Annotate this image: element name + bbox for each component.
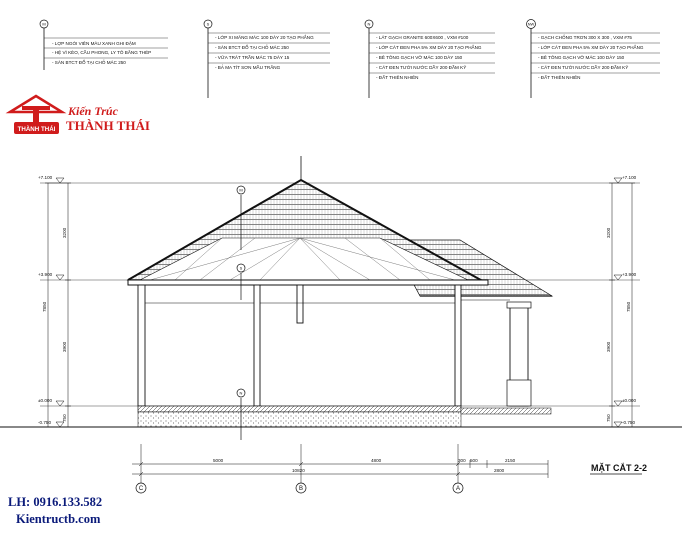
- note-nw-line-3: - BÊ TÔNG GẠCH VỠ MÁC 100 DÀY 150: [538, 55, 625, 60]
- vdim-right-wall: 3900: [606, 341, 611, 352]
- note-m-line-2: - HỆ VÌ KÈO, CẦU PHONG, LY TÔ BẰNG THÉP: [52, 50, 152, 55]
- note-block-roof: [40, 20, 168, 70]
- horizontal-dimensions: [132, 444, 548, 486]
- note-marker-nw: NW: [527, 21, 535, 27]
- vdim-left-wall: 3900: [62, 341, 67, 352]
- note-marker-s: S: [206, 21, 210, 27]
- right-level-markers: [614, 175, 637, 427]
- hdim-d2: 500: [470, 458, 478, 463]
- axis-c: C: [138, 486, 144, 492]
- vdim-right-total: 7850: [626, 301, 631, 312]
- vdim-left-roof: 3200: [62, 227, 67, 238]
- contact-phone: LH: 0916.133.582: [8, 495, 103, 509]
- note-s-line-3: - VỮA TRÁT TRẦN MÁC 75 DÀY 15: [215, 55, 290, 60]
- note-s-line-1: - LỚP XI MĂNG MÁC 100 DÀY 20 TẠO PHẲNG: [215, 35, 314, 40]
- level-eave-left: +3.900: [38, 272, 53, 277]
- brand-logo: [10, 96, 150, 134]
- note-nw-line-2: - LỚP CÁT ĐEN PHA 5% XM DÀY 20 TẠO PHẲNG: [538, 45, 644, 50]
- axis-a: A: [455, 486, 461, 492]
- left-level-markers: [38, 175, 64, 427]
- note-m-line-3: - SÀN BTCT ĐỔ TẠI CHỖ MÁC 250: [52, 60, 126, 65]
- axis-bubbles: [136, 483, 463, 493]
- marker-floor: N: [239, 390, 243, 396]
- logo-text: THÀNH THÁI: [17, 126, 56, 133]
- floor-slab: [0, 406, 682, 427]
- level-top-right: +7.100: [622, 175, 637, 180]
- note-marker-m: M: [42, 21, 46, 27]
- level-ground-left: -0.750: [38, 420, 52, 425]
- hdim-right-total: 2800: [494, 468, 505, 473]
- level-eave-right: +3.900: [622, 272, 637, 277]
- level-floor-right: ±0.000: [622, 398, 637, 403]
- brand-line-2: THÀNH THÁI: [66, 118, 150, 133]
- marker-ceiling: S: [239, 265, 243, 271]
- main-roof: [128, 156, 488, 285]
- vdim-left-total: 7850: [42, 301, 47, 312]
- note-n-line-4: - CÁT ĐEN TƯỚI NƯỚC DẦY 200 ĐẦM KỸ: [376, 65, 467, 70]
- marker-roof: M: [239, 187, 243, 193]
- note-n-line-5: - ĐẤT THIÊN NHIÊN: [376, 75, 419, 80]
- note-block-floor: [365, 20, 495, 98]
- contact-website: Kientructb.com: [16, 512, 101, 526]
- section-title: MẶT CẮT 2-2: [591, 463, 647, 473]
- vdim-left-base: 750: [62, 414, 67, 422]
- note-marker-n: N: [367, 21, 371, 27]
- brand-line-1: Kiến Trúc: [68, 104, 118, 118]
- vdim-right-base: 750: [606, 414, 611, 422]
- axis-b: B: [298, 486, 304, 492]
- left-vertical-dimensions: [45, 183, 71, 427]
- structure: [138, 285, 531, 406]
- hdim-total: 10820: [292, 468, 305, 473]
- hdim-d1: 300: [458, 458, 466, 463]
- note-n-line-2: - LỚP CÁT ĐEN PHA 5% XM DÀY 20 TẠO PHẲNG: [376, 45, 482, 50]
- note-n-line-1: - LÁT GẠCH GRANITE 600X600 , VXM #100: [376, 35, 469, 40]
- note-n-line-3: - BÊ TÔNG GẠCH VỠ MÁC 100 DÀY 150: [376, 55, 463, 60]
- hdim-bay-1: 5000: [213, 458, 224, 463]
- note-nw-line-1: - GẠCH CHỐNG TRƠN 300 X 300 , VXM #75: [538, 35, 632, 40]
- note-block-ceiling: [204, 20, 330, 98]
- level-floor-left: ±0.000: [38, 398, 53, 403]
- note-m-line-1: - LỢP NGÓI VIÊN MÀU XANH GHI ĐẬM: [52, 41, 136, 46]
- note-nw-line-4: - CÁT ĐEN TƯỚI NƯỚC DẦY 200 ĐẦM KỸ: [538, 65, 629, 70]
- note-nw-line-5: - ĐẤT THIÊN NHIÊN: [538, 75, 581, 80]
- hdim-bay-2: 4800: [371, 458, 382, 463]
- right-vertical-dimensions: [609, 183, 635, 427]
- note-block-wet-floor: [527, 20, 661, 99]
- hdim-d3: 2150: [505, 458, 516, 463]
- note-s-line-2: - SÀN BTCT ĐỔ TẠI CHỖ MÁC 250: [215, 45, 289, 50]
- level-ground-right: -0.750: [622, 420, 636, 425]
- level-top-left: +7.100: [38, 175, 53, 180]
- note-s-line-4: - BẢ MA TÍT SƠN MẦU TRẮNG: [215, 65, 281, 70]
- vdim-right-roof: 3200: [606, 227, 611, 238]
